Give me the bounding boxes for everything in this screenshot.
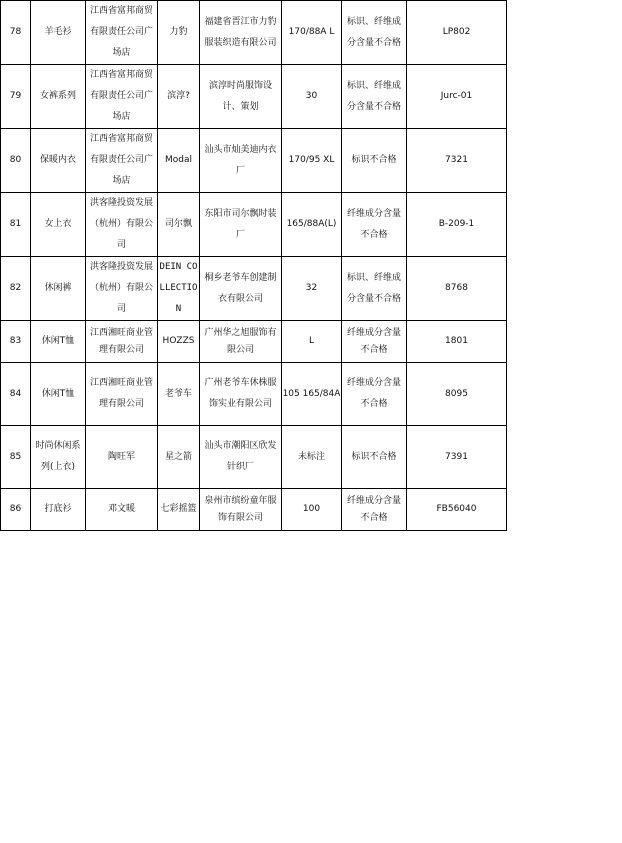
row-index: 84 xyxy=(1,363,31,426)
row-index: 78 xyxy=(1,1,31,65)
spec-value: 105 165/84A xyxy=(282,363,342,426)
spec-value: 170/95 XL xyxy=(282,129,342,193)
manufacturer-name xyxy=(200,129,282,193)
model-number: Jurc-01 xyxy=(407,65,507,129)
model-number: 8095 xyxy=(407,363,507,426)
manufacturer-text: 广州华之旭服饰有限公司 xyxy=(204,327,277,355)
table-row xyxy=(1,489,507,531)
result-value: 标识、纤维成分含量不合格 xyxy=(346,272,401,304)
spec-value: 32 xyxy=(282,257,342,321)
result-value: 纤维成分含量不合格 xyxy=(346,327,401,355)
result-text xyxy=(342,1,407,65)
result-text xyxy=(342,363,407,426)
manufacturer-name xyxy=(200,65,282,129)
manufacturer-text: 汕头市潮阳区欣发针织厂 xyxy=(204,441,277,472)
manufacturer-text: 东阳市司尔飘时装厂 xyxy=(204,208,277,240)
table-row xyxy=(1,65,507,129)
brand-name: 老爷车 xyxy=(158,363,200,426)
seller-name: 陶旺军 xyxy=(86,426,158,489)
product-name: 女上衣 xyxy=(31,193,86,257)
brand-name: HOZZS xyxy=(158,321,200,363)
model-number: B-209-1 xyxy=(407,193,507,257)
table-row xyxy=(1,193,507,257)
seller-name xyxy=(86,193,158,257)
product-text: 时尚休闲系列(上衣) xyxy=(35,441,81,472)
result-text xyxy=(342,129,407,193)
table-body xyxy=(1,1,507,531)
manufacturer-text: 桐乡老爷车创建制衣有限公司 xyxy=(204,272,277,304)
seller-name xyxy=(86,363,158,426)
spec-value: L xyxy=(282,321,342,363)
result-text xyxy=(342,257,407,321)
row-index: 79 xyxy=(1,65,31,129)
spec-value: 未标注 xyxy=(282,426,342,489)
seller-text: 江西湘旺商业管理有限公司 xyxy=(89,378,153,409)
brand-name: 滨淳? xyxy=(158,65,200,129)
brand-name: 力豹 xyxy=(158,1,200,65)
result-text xyxy=(342,65,407,129)
brand-name: 星之箭 xyxy=(158,426,200,489)
product-name: 打底衫 xyxy=(31,489,86,531)
brand-name: Modal xyxy=(158,129,200,193)
spec-value: 30 xyxy=(282,65,342,129)
table-row xyxy=(1,129,507,193)
product-name: 羊毛衫 xyxy=(31,1,86,65)
table-row xyxy=(1,1,507,65)
model-number: 8768 xyxy=(407,257,507,321)
seller-name xyxy=(86,65,158,129)
manufacturer-text: 泉州市缤纷童年服饰有限公司 xyxy=(204,495,277,523)
table-row xyxy=(1,363,507,426)
manufacturer-name xyxy=(200,193,282,257)
row-index: 85 xyxy=(1,426,31,489)
model-number: 7321 xyxy=(407,129,507,193)
model-number: 1801 xyxy=(407,321,507,363)
row-index: 81 xyxy=(1,193,31,257)
manufacturer-text: 福建省晋江市力豹服装织造有限公司 xyxy=(204,16,277,48)
seller-text: 洪客隆投资发展（杭州）有限公司 xyxy=(89,198,153,250)
seller-name xyxy=(86,129,158,193)
product-name: 休闲T恤 xyxy=(31,363,86,426)
result-value: 纤维成分含量不合格 xyxy=(346,495,401,523)
result-text xyxy=(342,489,407,531)
table-row xyxy=(1,321,507,363)
seller-text: 江西省富邦商贸有限责任公司广场店 xyxy=(89,6,153,58)
result-text xyxy=(342,321,407,363)
spec-value: 170/88A L xyxy=(282,1,342,65)
manufacturer-name xyxy=(200,426,282,489)
brand-name: 司尔飘 xyxy=(158,193,200,257)
product-name: 女裤系列 xyxy=(31,65,86,129)
product-name: 保暖内衣 xyxy=(31,129,86,193)
product-name: 休闲T恤 xyxy=(31,321,86,363)
result-value: 标识、纤维成分含量不合格 xyxy=(346,80,401,112)
row-index: 82 xyxy=(1,257,31,321)
seller-text: 江西省富邦商贸有限责任公司广场店 xyxy=(89,134,153,186)
manufacturer-name xyxy=(200,321,282,363)
manufacturer-text: 滨淳时尚服饰设计、策划 xyxy=(208,80,272,112)
manufacturer-name xyxy=(200,489,282,531)
result-value: 标识不合格 xyxy=(351,155,397,165)
model-number: 7391 xyxy=(407,426,507,489)
result-value: 纤维成分含量不合格 xyxy=(346,208,401,240)
brand-name: 七彩摇篮 xyxy=(158,489,200,531)
seller-text: 江西湘旺商业管理有限公司 xyxy=(89,327,153,355)
seller-text: 洪客隆投资发展（杭州）有限公司 xyxy=(89,262,153,314)
manufacturer-name xyxy=(200,363,282,426)
result-value: 标识、纤维成分含量不合格 xyxy=(346,16,401,48)
table-row xyxy=(1,426,507,489)
manufacturer-name xyxy=(200,1,282,65)
seller-name xyxy=(86,257,158,321)
seller-name xyxy=(86,321,158,363)
seller-name: 邓文暖 xyxy=(86,489,158,531)
result-text xyxy=(342,193,407,257)
row-index: 83 xyxy=(1,321,31,363)
product-name xyxy=(31,426,86,489)
row-index: 86 xyxy=(1,489,31,531)
result-text: 标识不合格 xyxy=(342,426,407,489)
manufacturer-text: 汕头市灿美迪内衣厂 xyxy=(204,144,277,176)
manufacturer-text: 广州老爷车休株服饰实业有限公司 xyxy=(204,378,277,409)
seller-text: 江西省富邦商贸有限责任公司广场店 xyxy=(89,70,153,122)
spec-value: 165/88A(L) xyxy=(282,193,342,257)
result-value: 纤维成分含量不合格 xyxy=(346,378,401,409)
model-number: FB56040 xyxy=(407,489,507,531)
seller-name xyxy=(86,1,158,65)
manufacturer-name xyxy=(200,257,282,321)
table-row xyxy=(1,257,507,321)
row-index: 80 xyxy=(1,129,31,193)
model-number: LP802 xyxy=(407,1,507,65)
product-name: 休闲裤 xyxy=(31,257,86,321)
spec-value: 100 xyxy=(282,489,342,531)
brand-name: DEIN COLLECTION xyxy=(158,257,200,321)
